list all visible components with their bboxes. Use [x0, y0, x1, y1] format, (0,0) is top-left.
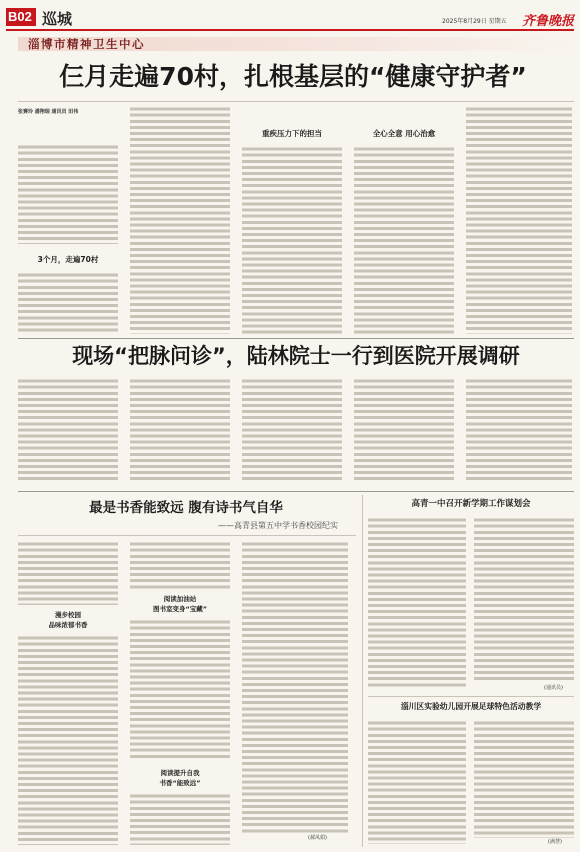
headline-divider [18, 101, 574, 102]
third-col-2c [130, 793, 230, 845]
second-article [18, 378, 574, 488]
third-headline: 最是书香能致远 腹有诗书气自华 [89, 500, 283, 516]
section-name: 巡城 [42, 10, 73, 28]
byline: 张赛玲 潘翔瑞 通讯员 田伟 [18, 109, 79, 115]
third-col-3 [242, 541, 348, 833]
third-col-1b [18, 635, 118, 845]
third-subhead-5: 阅读提升自我 [160, 769, 200, 777]
fifth-headline: 淄川区实验幼儿园开展足球特色活动教学 [400, 702, 542, 711]
fourth-col-1 [368, 517, 466, 687]
article-column-2 [130, 106, 230, 334]
subhead-3: 全心全意 用心治愈 [372, 129, 436, 138]
third-subhead-4: 图书室变身“宝藏” [152, 605, 208, 613]
second-col-2 [130, 378, 230, 482]
third-title-rule [18, 535, 356, 536]
third-subhead-6: 书香“能致远” [159, 779, 201, 787]
article-column-5 [466, 106, 572, 334]
article-column-3 [242, 146, 342, 334]
third-col-1a [18, 541, 118, 605]
third-subhead-1: 漫步校园 [55, 611, 81, 619]
fifth-article [368, 698, 574, 848]
fifth-col-2 [474, 720, 574, 838]
subhead-1: 3个月，走遍70村 [37, 255, 99, 264]
second-headline: 现场“把脉问诊”，陆林院士一行到医院开展调研 [72, 344, 520, 368]
main-headline: 仨月走遍70村，扎根基层的“健康守护者” [59, 62, 527, 91]
fourth-headline: 高青一中召开新学期工作谋划会 [411, 499, 531, 509]
third-article [18, 493, 356, 852]
masthead-rule [6, 29, 574, 31]
column-banner [18, 34, 578, 56]
main-article [18, 106, 574, 334]
article-column-4 [354, 146, 454, 334]
fourth-article [368, 493, 574, 693]
issue-date: 2025年8月29日 星期五 [442, 18, 507, 25]
second-col-1 [18, 378, 118, 482]
page-number: B02 [8, 9, 32, 24]
fifth-col-1 [368, 720, 466, 844]
subhead-2: 重疾压力下的担当 [262, 129, 322, 138]
paper-name: 齐鲁晚报 [522, 14, 575, 29]
third-subhead-2: 品味浓郁书香 [48, 621, 88, 629]
third-col-2b [130, 619, 230, 761]
article-column-1 [18, 144, 118, 244]
article-column-1b [18, 272, 118, 332]
third-source: (郝凤娟) [308, 835, 327, 841]
banner-title: 淄博市精神卫生中心 [28, 37, 145, 51]
third-col-2a [130, 541, 230, 589]
fourth-source: (通讯员) [544, 685, 563, 691]
second-col-4 [354, 378, 454, 482]
masthead [0, 0, 580, 30]
vertical-divider [362, 495, 363, 847]
fifth-source: (满慧) [548, 839, 562, 845]
section-divider-2 [18, 491, 574, 492]
fourth-col-2 [474, 517, 574, 683]
third-subhead-3: 阅读加油站 [163, 595, 197, 603]
second-col-5 [466, 378, 572, 482]
third-subtitle: ——高青县第五中学书香校园纪实 [218, 521, 338, 530]
section-divider-3 [368, 696, 574, 697]
second-col-3 [242, 378, 342, 482]
